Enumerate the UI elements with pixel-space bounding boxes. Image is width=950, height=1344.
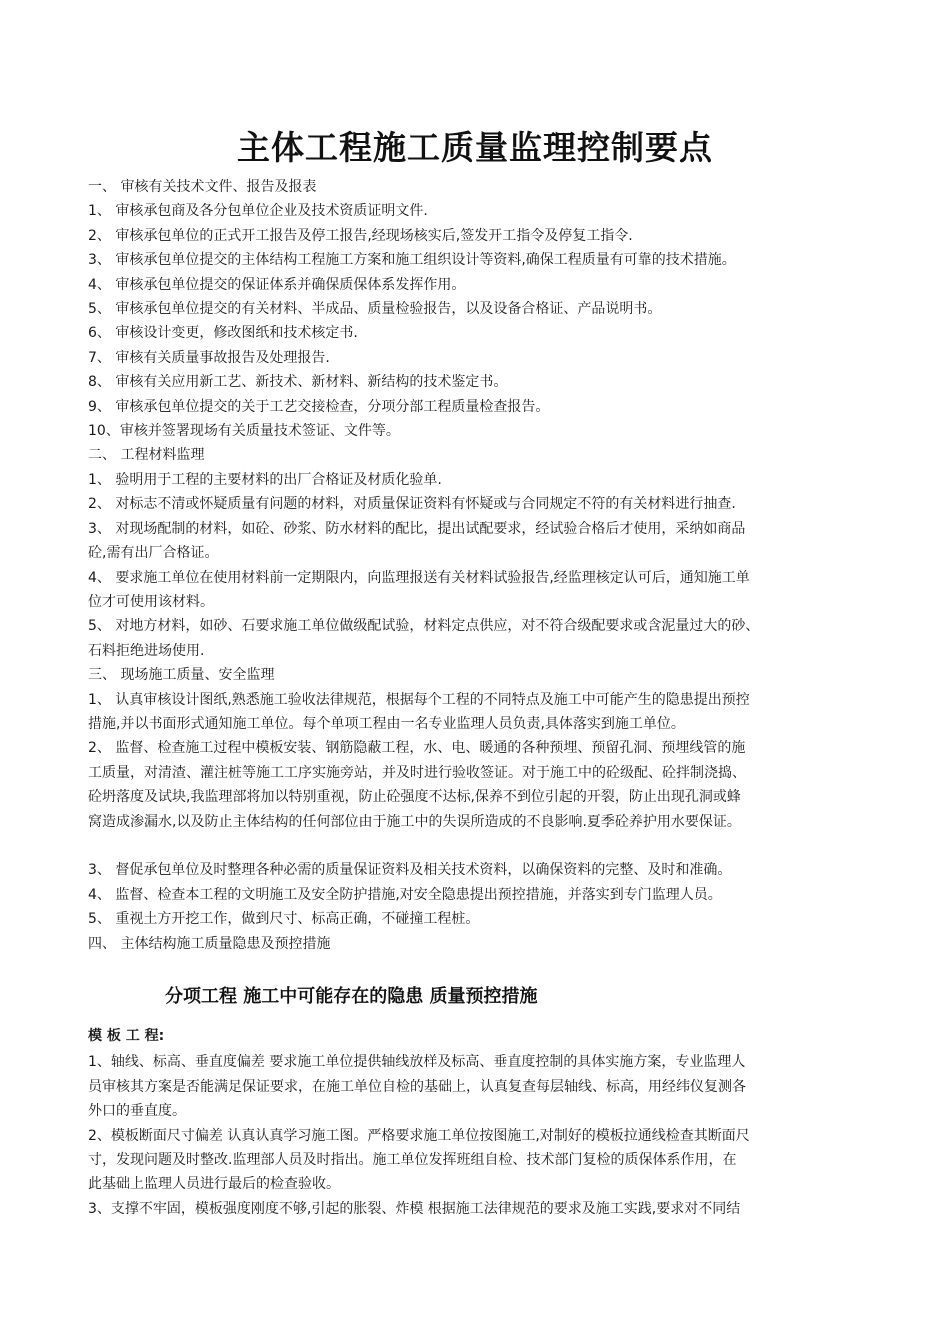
text-line: 5、 对地方材料，如砂、石要求施工单位做级配试验，材料定点供应，对不符合级配要求或含泥量过大的砂、: [88, 618, 760, 635]
section-heading: 模 板 工 程:: [88, 1028, 165, 1044]
text-line: 1、 验明用于工程的主要材料的出厂合格证及材质化验单.: [88, 471, 442, 488]
table-header-subtitle: 分项工程 施工中可能存在的隐患 质量预控措施: [165, 986, 538, 1007]
document-title: 主体工程施工质量监理控制要点: [237, 128, 713, 167]
text-line: 2、 对标志不清或怀疑质量有问题的材料，对质量保证资料有怀疑或与合同规定不符的有关材料进行抽查.: [88, 496, 736, 513]
text-line: 2、模板断面尺寸偏差 认真认真学习施工图。严格要求施工单位按图施工,对制好的模板拉通线检查其断面尺: [88, 1127, 750, 1144]
text-line: 3、 对现场配制的材料，如砼、砂浆、防水材料的配比，提出试配要求，经试验合格后才使用，采纳如商品: [88, 520, 746, 537]
text-line: 5、 重视土方开挖工作，做到尺寸、标高正确，不碰撞工程桩。: [88, 911, 480, 928]
text-line: 6、 审核设计变更，修改图纸和技术核定书.: [88, 325, 358, 342]
text-line: 1、轴线、标高、垂直度偏差 要求施工单位提供轴线放样及标高、垂直度控制的具体实施方案，专业监理人: [88, 1054, 746, 1071]
text-line: 2、 审核承包单位的正式开工报告及停工报告,经现场核实后,签发开工指令及停复工指令.: [88, 227, 633, 244]
formwork-section: [88, 1024, 888, 1221]
text-line: 位才可使用该材料。: [88, 593, 214, 610]
text-line: 3、 督促承包单位及时整理各种必需的质量保证资料及相关技术资料，以确保资料的完整、及时和准确。: [88, 862, 732, 879]
text-line: 砼,需有出厂合格证。: [88, 545, 219, 562]
text-line: 1、 审核承包商及各分包单位企业及技术资质证明文件.: [88, 203, 428, 220]
text-line: 三、 现场施工质量、安全监理: [88, 667, 275, 684]
text-line: 1、 认真审核设计图纸,熟悉施工验收法律规范，根据每个工程的不同特点及施工中可能产生的隐患提出预控: [88, 691, 750, 708]
text-line: 8、 审核有关应用新工艺、新技术、新材料、新结构的技术鉴定书。: [88, 374, 508, 391]
text-line: 4、 审核承包单位提交的保证体系并确保质保体系发挥作用。: [88, 276, 466, 293]
text-line: 寸，发现问题及时整改.监理部人员及时指出。施工单位发挥班组自检、技术部门复检的质保体系作用，在: [88, 1152, 737, 1169]
blank-line: [88, 834, 888, 858]
text-line: 此基础上监理人员进行最后的检查验收。: [88, 1176, 340, 1193]
text-line: 3、 审核承包单位提交的主体结构工程施工方案和施工组织设计等资料,确保工程质量有可靠的技术措施。: [88, 252, 736, 269]
text-line: 员审核其方案是否能满足保证要求，在施工单位自检的基础上，认真复查每层轴线、标高，用经纬仪复测各: [88, 1078, 746, 1095]
text-line: 3、支撑不牢固，模板强度刚度不够,引起的胀裂、炸模 根据施工法律规范的要求及施工实践,要求对不同结: [88, 1200, 741, 1217]
text-line: 10、审核并签署现场有关质量技术签证、文件等。: [88, 423, 400, 440]
text-line: 5、 审核承包单位提交的有关材料、半成品、质量检验报告，以及设备合格证、产品说明书。: [88, 301, 662, 318]
document-body: [88, 175, 888, 956]
text-line: 4、 要求施工单位在使用材料前一定期限内，向监理报送有关材料试验报告,经监理核定认可后，通知施工单: [88, 569, 750, 586]
text-line: 二、 工程材料监理: [88, 447, 205, 464]
text-line: 7、 审核有关质量事故报告及处理报告.: [88, 349, 330, 366]
text-line: 措施,并以书面形式通知施工单位。每个单项工程由一名专业监理人员负责,具体落实到施工单位。: [88, 715, 685, 732]
text-line: 砼坍落度及试块,我监理部将加以特别重视，防止砼强度不达标,保养不到位引起的开裂，防止出现孔洞或蜂: [88, 789, 741, 806]
text-line: 外口的垂直度。: [88, 1103, 186, 1120]
text-line: 窝造成渗漏水,以及防止主体结构的任何部位由于施工中的失误所造成的不良影响.夏季砼养护用水要保证。: [88, 813, 741, 830]
text-line: 石料拒绝进场使用.: [88, 642, 205, 659]
text-line: 一、 审核有关技术文件、报告及报表: [88, 179, 317, 195]
text-line: 2、 监督、检查施工过程中模板安装、钢筋隐蔽工程，水、电、暖通的各种预埋、预留孔洞、预埋线管的施: [88, 740, 746, 757]
text-line: 9、 审核承包单位提交的关于工艺交接检查，分项分部工程质量检查报告。: [88, 398, 550, 415]
text-line: 4、 监督、检查本工程的文明施工及安全防护措施,对安全隐患提出预控措施，并落实到专门监理人员。: [88, 886, 722, 903]
text-line: 工质量，对清渣、灌注桩等施工工序实施旁站，并及时进行验收签证。对于施工中的砼级配、砼拌制浇捣、: [88, 764, 746, 781]
text-line: 四、 主体结构施工质量隐患及预控措施: [88, 935, 331, 952]
